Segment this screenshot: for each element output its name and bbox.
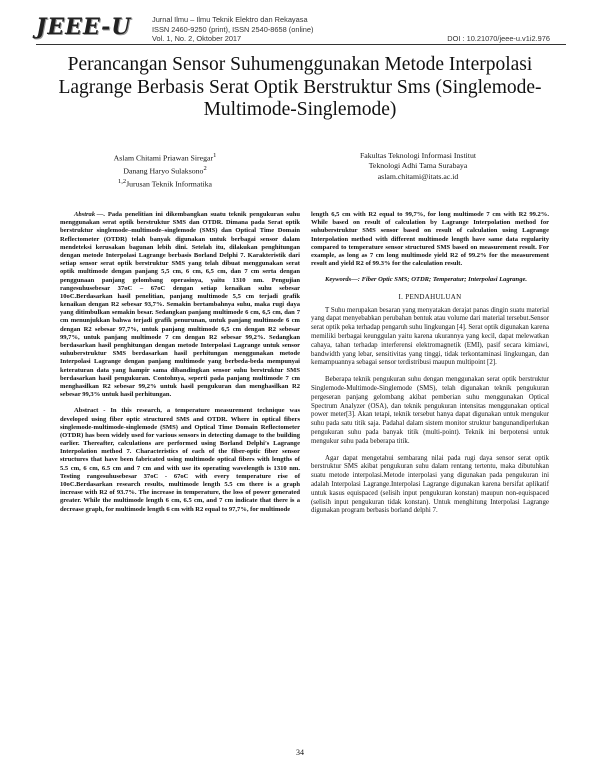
keywords-text: : Fiber Optic SMS; OTDR; Temperatur; Interpolasi Lagrange. xyxy=(357,276,528,284)
abstract-en-continued: length 6,5 cm with R2 equal to 99,7%, for long multimode 7 cm with R2 99.2%. While based on result of calculation by Lagrange Interpolation method for suhuberstruktur SMS sensor based on result of calculation using Lagrange Interpolation method with different multimode length have same data regularity compared to temperature sensor structured SMS based on measurement result. For example, as long as 7 cm long multimode yield R2 of 99.2% for the measurement result and yield R2 of 99.3% for the calculation result. xyxy=(311,211,549,268)
intro-paragraph-1: T Suhu merupakan besaran yang menyatakan derajat panas dingin suatu material yang dapat menyebabkan perubahan bentuk atau volume dari material tersebut.Sensor serat optik peka terhadap pengaruh suhu lingkungan [4]. Serat optik digunakan karena memiliki berbagai keunggulan yaitu karena ukurannya yang kecil, dapat melewatkan cahaya, tahan terhadap interferensi elektromagnetik (EMI), pasif secara kimiawi, bandwidth yang lebar, sensitivitas yang tinggi, tidak terkontaminasi lingkungan, dan kemampuannya sebagai sensor terdistribusi maupun multipoint [2]. xyxy=(311,306,549,367)
author-2: Danang Haryo Sulaksono$^2$ xyxy=(123,165,207,176)
affiliation-line-1: Fakultas Teknologi Informasi Institut xyxy=(359,151,477,160)
journal-name: Jurnal Ilmu – Ilmu Teknik Elektro dan Rekayasa xyxy=(152,15,308,24)
abstrak-paragraph xyxy=(60,211,300,399)
header-rule xyxy=(36,44,566,45)
journal-info xyxy=(152,15,313,44)
author-block-left xyxy=(60,151,270,190)
journal-issn: ISSN 2460-9250 (print), ISSN 2540-8658 (online) xyxy=(152,24,314,34)
journal-logo: JEEE-U xyxy=(36,14,132,40)
affiliation-line-2: Teknologi Adhi Tama Surabaya xyxy=(368,161,468,171)
journal-volume: Vol. 1, No. 2, Oktober 2017 xyxy=(152,34,242,43)
author-block-right xyxy=(318,151,518,182)
author-department: $^{1,2}$Jurusan Teknik Informatika xyxy=(117,178,213,189)
author-1: Aslam Chitami Priawan Siregar$^1$ xyxy=(113,152,217,163)
keywords-paragraph xyxy=(311,276,549,284)
right-column xyxy=(311,211,549,516)
doi-text: DOI : 10.21070/jeee-u.v1i2.976 xyxy=(447,34,550,43)
abstract-en-paragraph: Abstract - In this research, a temperature measurement technique was developed using fiber optic structured SMS and OTDR. Where in optical fibers singlemode-multimode-singlemode (SMS) and Optical Time Domain Reflectometer (OTDR) has been widely used for various sensors in detecting damage to the building earlier. Thereafter, calculations are performed using Borland Delphi's Lagrange Interpolation method 7. Characteristics of each of the fiber-optic fiber sensor structures that have been fabricated using multimode optical fibers with lengths of 5.5 cm, 6 cm, 6.5 cm and 7 cm and with use its operating wavelength is 1310 nm. Testing rangesuhusebesar 37oC - 67oC with every temperature rise of 10oC.Berdasarkan research results, multimode length 5.5 cm there is a graph increase with R2 of 93.7%. The increase in temperature, the loss of power generated greater. While the multimode length 6 cm, 6.5 cm, and 7 cm indicate that there is a decrease graph, for multimode length 6 cm with R2 equal to 97,7%, for multimode xyxy=(60,407,300,513)
intro-paragraph-2: Beberapa teknik pengukuran suhu dengan menggunakan serat optik berstruktur Singlemode-Multimode-Singlemode (SMS), telah digunakan teknik pengukuran pergeseran panjang gelombang akibat pemberian suhu menggunakan Optical Spectrum Analyzer (OSA), dan teknik pengukuran intensitas menggunakan optical power meter[3]. Akan tetapi, teknik tersebut hanya dapat digunakan untuk mengukur suhu pada satu titik saja. Padahal dalam sistem monitor struktur bangunandiperlukan pengukuran suhu pada banyak titik (multi-point). Teknik ini berpotensi untuk mengukur suhu pada beberapa titik. xyxy=(311,376,549,445)
section-heading: I. PENDAHULUAN xyxy=(398,292,462,301)
page-number: 34 xyxy=(296,748,304,757)
keywords-label: Keywords— xyxy=(325,276,358,284)
intro-paragraph-3: Agar dapat mengetahui sembarang nilai pada rugi daya sensor serat optik berstruktur SMS akibat pengukuran suhu dalam rentang tertentu, maka dibutuhkan suatu metode interpolasi.Metode interpolasi yang digunakan pada pengukuran ini adalah Interpolasi Lagrange.Interpolasi Lagrange digunakan karena bersifat aplikatif untuk kasus equispaced (selisih input pengukuran konstan) maupun non-equispaced (selisih input pengukuran tidak konstan). Untuk menghitung Interpolasi Lagrange digunakan program berbasis borland delphi 7. xyxy=(311,454,549,515)
left-column xyxy=(60,211,300,514)
abstrak-label: Abstrak — xyxy=(74,211,104,218)
author-email: aslam.chitami@itats.ac.id xyxy=(377,171,459,181)
abstrak-text: . Pada penelitian ini dikembangkan suatu teknik pengukuran suhu menggunakan serat optik berstruktur SMS dan OTDR. Dimana pada Serat optik berstruktur singlemode–multimode–singlemode (SMS) dan Optical Time Domain Reflectometer (OTDR) telah banyak digunakan untuk berbagai sensor dalam mendeteksi kerusakan bagunan lebih dini. Setelah itu, dilakukan penghitungan dengan metode Interpolasi Lagrange berbasis Borland Delphi 7. Karakteristik dari setiap sensor serat optik berstruktur SMS yang telah dibuat menggunakan serat optik multimode dengan panjang 5,5 cm, 6 cm, 6,5 cm, dan 7 cm serta dengan penggunaan panjang gelombang operasinya, yaitu 1310 nm. Pengujian rangesuhusebesar 37oC – 67oC dengan setiap kenaikan suhu sebesar 10oC.Berdasarkan hasil penelitian, panjang multimode 5,5 cm terjadi grafik kenaikan dengan R2 sebesar 93,7%. Semakin bertambahnya suhu, maka rugi daya yang ditimbulkan semakin besar. Sedangkan panjang multimode 6 cm, 6,5 cm, dan 7 cm menunjukkan bahwa terjadi grafik penurunan, untuk panjang multimode 6 cm dengan R2 sebesar 97,7%, untuk panjang multimode 6,5 cm dengan R2 sebesar 99,7%, untuk panjang multimode 7 cm dengan R2 sebesar 99,2%. Sedangkan berdasarkan hasil penghitungan dengan metode Interpolasi Lagrange untuk sensor suhuberstruktur SMS berdasarkan hasil perhitungan menggunakan metode Interpolasi Lagrange dengan panjang multimode yang berbeda-beda mempunyai keteraturan data yang hampir sama dibandingkan sensor suhu berstruktur SMS berdasarkan hasil pengukuran. Contohnya, seperti pada panjang multimode 7 cm menghasilkan R2 sebesar 99,2% untuk hasil pengukuran dan menghasilkan R2 sebesar 99,3% untuk hasil perhitungan. xyxy=(60,211,300,399)
paper-title: Perancangan Sensor Suhumenggunakan Metode Interpolasi Lagrange Berbasis Serat Optik Berstruktur Sms (Singlemode-Multimode-Singlemode) xyxy=(58,54,542,120)
